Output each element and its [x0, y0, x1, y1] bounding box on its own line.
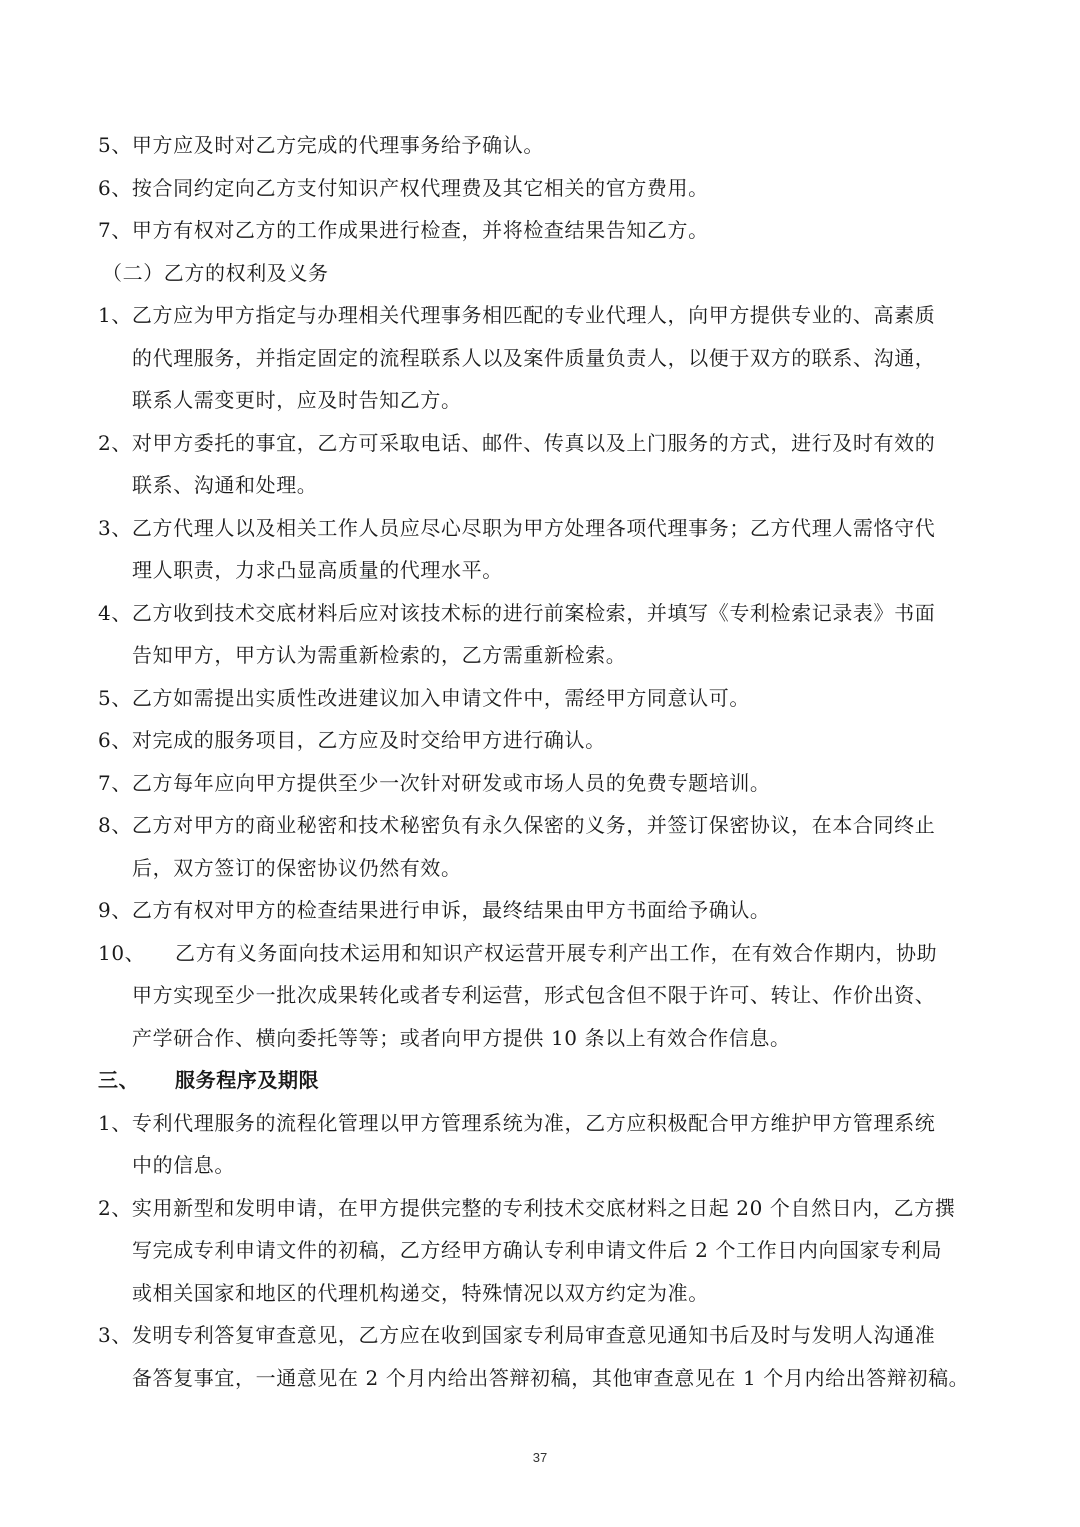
paragraph-line: 1、乙方应为甲方指定与办理相关代理事务相匹配的专业代理人，向甲方提供专业的、高素质: [98, 303, 936, 327]
paragraph-line: 理人职责，力求凸显高质量的代理水平。: [132, 558, 503, 582]
paragraph-line: 后，双方签订的保密协议仍然有效。: [132, 855, 462, 880]
paragraph-line: 7、乙方每年应向甲方提供至少一次针对研发或市场人员的免费专题培训。: [98, 770, 771, 795]
paragraph-line: 4、乙方收到技术交底材料后应对该技术标的进行前案检索，并填写《专利检索记录表》书面: [98, 600, 936, 625]
paragraph-line: 6、对完成的服务项目，乙方应及时交给甲方进行确认。: [98, 728, 606, 752]
paragraph-line: 1、专利代理服务的流程化管理以甲方管理系统为准，乙方应积极配合甲方维护甲方管理系统: [98, 1110, 936, 1135]
item-10-text: 乙方有义务面向技术运用和知识产权运营开展专利产出工作，在有效合作期内，协助: [175, 940, 938, 965]
page-number: 37: [532, 1450, 548, 1465]
paragraph-line: 3、乙方代理人以及相关工作人员应尽心尽职为甲方处理各项代理事务；乙方代理人需恪守代: [98, 515, 936, 540]
paragraph-line: 8、乙方对甲方的商业秘密和技术秘密负有永久保密的义务，并签订保密协议，在本合同终止: [98, 813, 936, 837]
section-heading: [98, 1059, 988, 1102]
paragraph-line: 5、乙方如需提出实质性改进建议加入申请文件中，需经甲方同意认可。: [98, 685, 750, 710]
paragraph-line: 5、甲方应及时对乙方完成的代理事务给予确认。: [98, 133, 544, 157]
paragraph-line-item-10: [98, 932, 988, 975]
paragraph-line: 2、对甲方委托的事宜，乙方可采取电话、邮件、传真以及上门服务的方式，进行及时有效的: [98, 430, 936, 455]
subsection-heading: （二）乙方的权利及义务: [102, 260, 329, 285]
paragraph-line: 或相关国家和地区的代理机构递交，特殊情况以双方约定为准。: [132, 1280, 709, 1305]
paragraph-line: 7、甲方有权对乙方的工作成果进行检查，并将检查结果告知乙方。: [98, 218, 709, 242]
section-3-title: 服务程序及期限: [175, 1068, 320, 1092]
paragraph-line: 写完成专利申请文件的初稿，乙方经甲方确认专利申请文件后 2 个工作日内向国家专利局: [132, 1238, 943, 1262]
paragraph-line: 告知甲方，甲方认为需重新检索的，乙方需重新检索。: [132, 643, 627, 667]
paragraph-line: 产学研合作、横向委托等等；或者向甲方提供 10 条以上有效合作信息。: [132, 1025, 791, 1050]
paragraph-line: 中的信息。: [132, 1153, 235, 1177]
paragraph-line: 的代理服务，并指定固定的流程联系人以及案件质量负责人，以便于双方的联系、沟通，: [132, 345, 936, 370]
paragraph-line: 甲方实现至少一批次成果转化或者专利运营，形式包含但不限于许可、转让、作价出资、: [132, 983, 936, 1007]
item-10-number: 10、: [98, 940, 146, 965]
paragraph-line: 联系、沟通和处理。: [132, 473, 318, 497]
paragraph-line: 9、乙方有权对甲方的检查结果进行申诉，最终结果由甲方书面给予确认。: [98, 898, 771, 922]
section-3-number: 三、: [98, 1068, 140, 1092]
paragraph-line: 2、实用新型和发明申请，在甲方提供完整的专利技术交底材料之日起 20 个自然日内，乙方撰: [98, 1195, 956, 1220]
paragraph-line: 联系人需变更时，应及时告知乙方。: [132, 388, 462, 412]
paragraph-line: 6、按合同约定向乙方支付知识产权代理费及其它相关的官方费用。: [98, 175, 709, 200]
document-body: [98, 124, 988, 1399]
paragraph-line: 3、发明专利答复审查意见，乙方应在收到国家专利局审查意见通知书后及时与发明人沟通准: [98, 1323, 936, 1347]
paragraph-line: 备答复事宜，一通意见在 2 个月内给出答辩初稿，其他审查意见在 1 个月内给出答辩初稿。: [132, 1365, 970, 1390]
